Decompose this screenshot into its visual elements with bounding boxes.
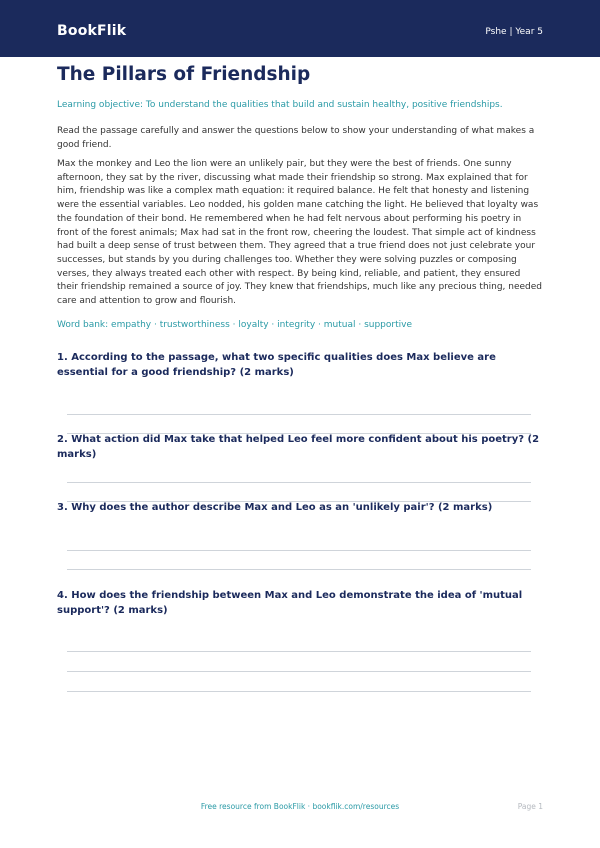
instructions: Read the passage carefully and answer the questions below to show your understanding of what makes a good friend.	[57, 126, 535, 150]
question-1: 1. According to the passage, what two specific qualities does Max believe are essential for a good friendship? (2 marks)	[57, 352, 496, 378]
question-4: 4. How does the friendship between Max and Leo demonstrate the idea of 'mutual support'? (2 marks)	[57, 590, 523, 616]
learning-objective: Learning objective: To understand the qualities that build and sustain healthy, positive friendships.	[57, 100, 503, 110]
answer-line[interactable]	[67, 651, 531, 652]
footer-source: Free resource from BookFlik · bookflik.com/resources	[200, 802, 400, 811]
page-title: The Pillars of Friendship	[57, 64, 311, 85]
answer-line[interactable]	[67, 414, 531, 415]
subject-year: Pshe | Year 5	[485, 27, 543, 37]
answer-line[interactable]	[67, 550, 531, 551]
answer-line[interactable]	[67, 482, 531, 483]
answer-line[interactable]	[67, 569, 531, 570]
brand-logo: BookFlik	[57, 23, 127, 39]
word-bank: Word bank: empathy · trustworthiness · loyalty · integrity · mutual · supportive	[57, 320, 412, 330]
question-3: 3. Why does the author describe Max and Leo as an 'unlikely pair'? (2 marks)	[57, 502, 493, 513]
reading-passage: Max the monkey and Leo the lion were an unlikely pair, but they were the best of friends. One sunny afternoon, they sat by the river, discussing what made their friendship so strong. Max explained that for him, friendship was like a complex math equation: it required balance. He felt that honesty and listening were the essential variables. Leo nodded, his golden mane catching the light. He believed that loyalty was the foundation of their bond. He remembered when he had felt nervous about performing his poetry in front of the forest animals; Max had sat in the front row, cheering the loudest. That simple act of kindness had built a deep sense of trust between them. They agreed that a true friend does not just celebrate your successes, but stands by you during challenges too. Whether they were solving puzzles or composing verses, they always treated each other with respect. By being kind, reliable, and patient, they ensured their friendship remained a source of joy. They knew that friendships, much like any precious thing, needed care and attention to grow and flourish.	[57, 159, 543, 307]
answer-line[interactable]	[67, 671, 531, 672]
page-number: Page 1	[517, 802, 543, 811]
answer-line[interactable]	[67, 691, 531, 692]
question-2: 2. What action did Max take that helped Leo feel more confident about his poetry? (2 marks)	[57, 434, 540, 460]
page-header	[0, 0, 600, 57]
